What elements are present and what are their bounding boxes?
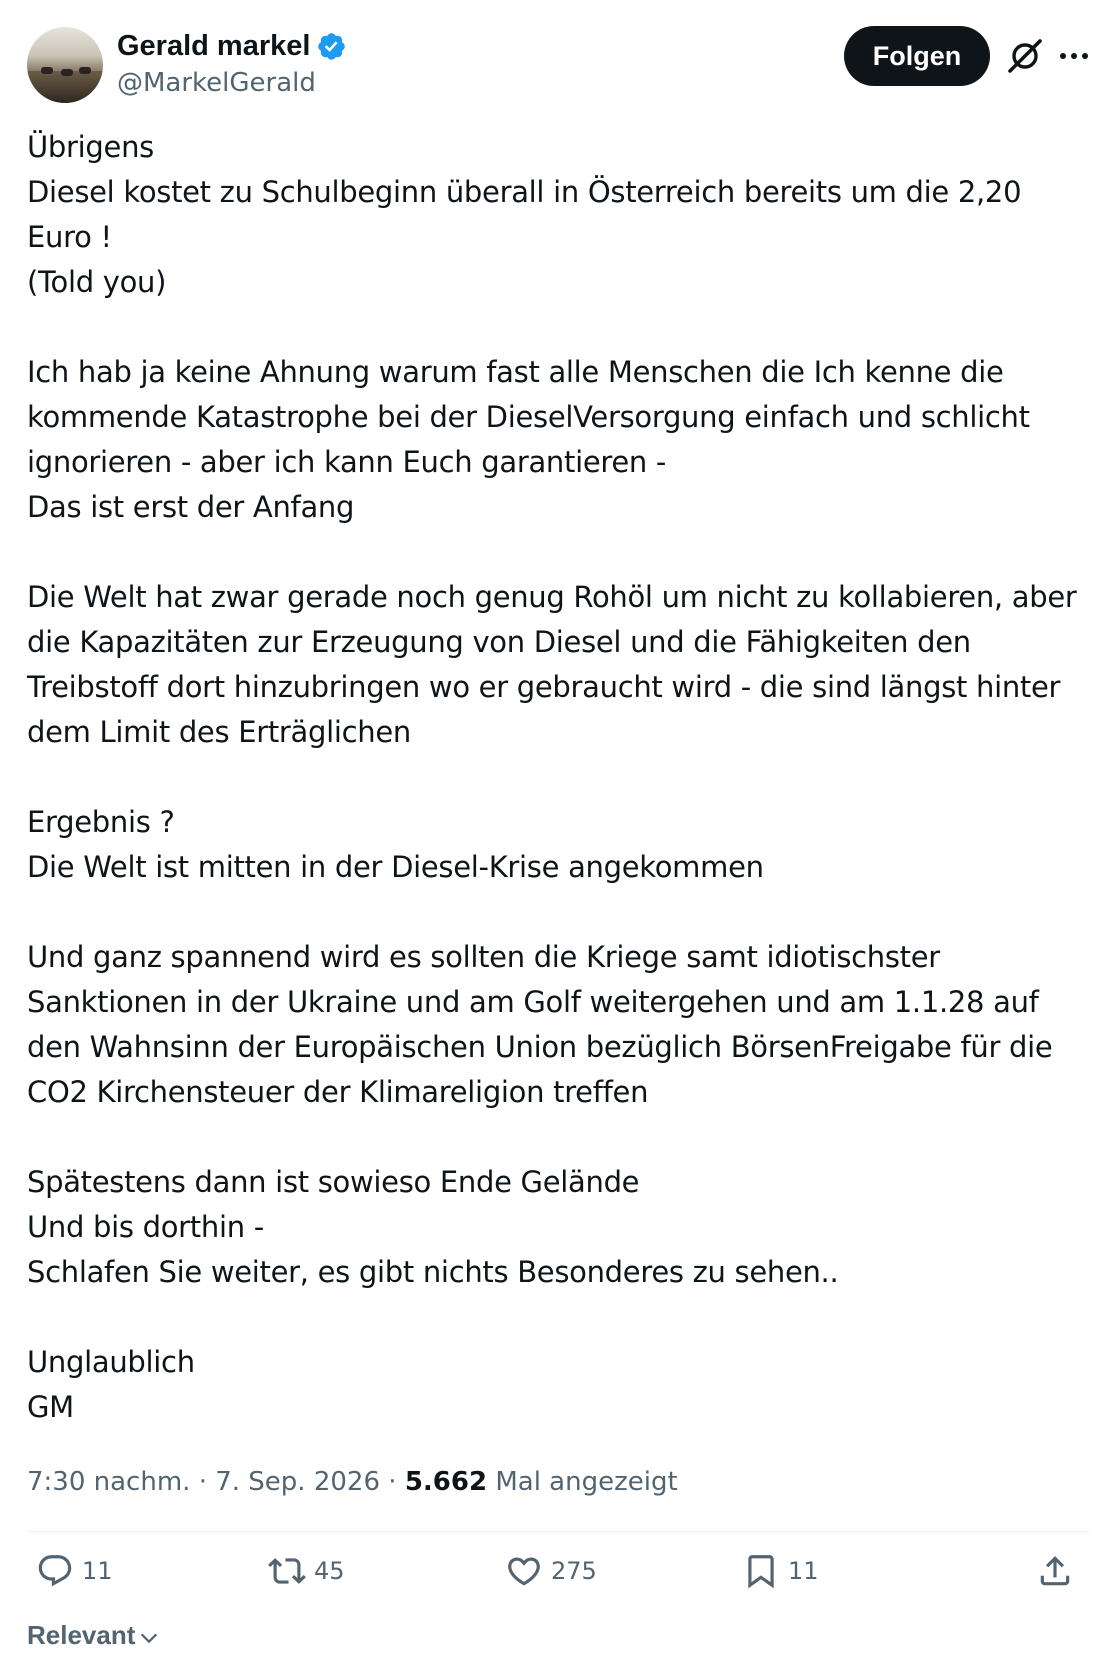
tweet-date[interactable]: 7. Sep. 2026 <box>215 1467 381 1497</box>
paragraph-gap <box>27 890 1097 935</box>
paragraph-gap <box>27 755 1097 800</box>
meta-separator: · <box>388 1467 397 1497</box>
tweet-line: Und ganz spannend wird es sollten die Kriege samt idiotischster <box>27 940 940 974</box>
author-display-name[interactable]: Gerald markel <box>117 30 311 62</box>
verified-badge-icon[interactable] <box>316 31 347 62</box>
tweet-line: Spätestens dann ist sowieso Ende Gelände <box>27 1165 640 1199</box>
avatar-animal <box>79 67 91 74</box>
reply-icon <box>36 1552 74 1590</box>
tweet-line: Und bis dorthin - <box>27 1210 264 1244</box>
tweet-line: Diesel kostet zu Schulbeginn überall in Österreich bereits um die 2,20 <box>27 175 1022 209</box>
bookmark-count: 11 <box>788 1557 819 1585</box>
tweet-line: die Kapazitäten zur Erzeugung von Diesel und die Fähigkeiten den <box>27 625 971 659</box>
tweet-meta <box>27 1464 678 1500</box>
tweet-line: Die Welt hat zwar gerade noch genug Rohöl um nicht zu kollabieren, aber <box>27 580 1077 614</box>
avatar-animal <box>41 67 53 74</box>
tweet-line: Übrigens <box>27 130 154 164</box>
tweet-line: kommende Katastrophe bei der DieselVersorgung einfach und schlicht <box>27 400 1030 434</box>
views-count[interactable]: 5.662 <box>404 1467 488 1497</box>
share-button[interactable] <box>1036 1552 1074 1590</box>
tweet-line: Schlafen Sie weiter, es gibt nichts Besonderes zu sehen.. <box>27 1255 839 1289</box>
repost-button[interactable] <box>268 1552 345 1590</box>
tweet-line: Die Welt ist mitten in der Diesel-Krise angekommen <box>27 850 764 884</box>
avatar[interactable] <box>27 27 103 103</box>
tweet-line: ignorieren - aber ich kann Euch garantieren - <box>27 445 667 479</box>
meta-separator: · <box>198 1467 207 1497</box>
share-icon <box>1036 1552 1074 1590</box>
tweet-line: CO2 Kirchensteuer der Klimareligion treffen <box>27 1075 649 1109</box>
tweet-line: GM <box>27 1390 74 1424</box>
bookmark-button[interactable] <box>742 1552 819 1590</box>
author-handle[interactable]: @MarkelGerald <box>117 68 316 98</box>
like-count: 275 <box>551 1557 597 1585</box>
avatar-animal <box>61 69 73 76</box>
author-name-row[interactable] <box>117 28 347 64</box>
tweet-line: Euro ! <box>27 220 112 254</box>
views-label[interactable]: Mal angezeigt <box>495 1467 678 1497</box>
reply-button[interactable] <box>36 1552 113 1590</box>
paragraph-gap <box>27 1115 1097 1160</box>
tweet-line: den Wahnsinn der Europäischen Union bezüglich BörsenFreigabe für die <box>27 1030 1053 1064</box>
tweet-time[interactable]: 7:30 nachm. <box>27 1467 191 1497</box>
tweet-line: Das ist erst der Anfang <box>27 490 355 524</box>
follow-button[interactable]: Folgen <box>844 26 990 86</box>
tweet-line: dem Limit des Erträglichen <box>27 715 411 749</box>
reply-count: 11 <box>82 1557 113 1585</box>
tweet-line: Ich hab ja keine Ahnung warum fast alle Menschen die Ich kenne die <box>27 355 1004 389</box>
tweet-text <box>27 125 1097 1430</box>
repost-count: 45 <box>314 1557 345 1585</box>
grok-icon[interactable] <box>1005 36 1045 76</box>
paragraph-gap <box>27 1295 1097 1340</box>
tweet-line: Unglaublich <box>27 1345 195 1379</box>
divider <box>27 1531 1090 1532</box>
chevron-down-icon <box>138 1627 160 1649</box>
more-icon[interactable] <box>1058 42 1090 70</box>
heart-icon <box>505 1552 543 1590</box>
sort-selector[interactable] <box>27 1620 160 1651</box>
like-button[interactable] <box>505 1552 597 1590</box>
tweet-line: Treibstoff dort hinzubringen wo er gebraucht wird - die sind längst hinter <box>27 670 1061 704</box>
paragraph-gap <box>27 305 1097 350</box>
paragraph-gap <box>27 530 1097 575</box>
repost-icon <box>268 1552 306 1590</box>
tweet-line: (Told you) <box>27 265 167 299</box>
sort-label: Relevant <box>27 1620 136 1650</box>
tweet-line: Sanktionen in der Ukraine und am Golf weitergehen und am 1.1.28 auf <box>27 985 1039 1019</box>
bookmark-icon <box>742 1552 780 1590</box>
tweet-line: Ergebnis ? <box>27 805 175 839</box>
